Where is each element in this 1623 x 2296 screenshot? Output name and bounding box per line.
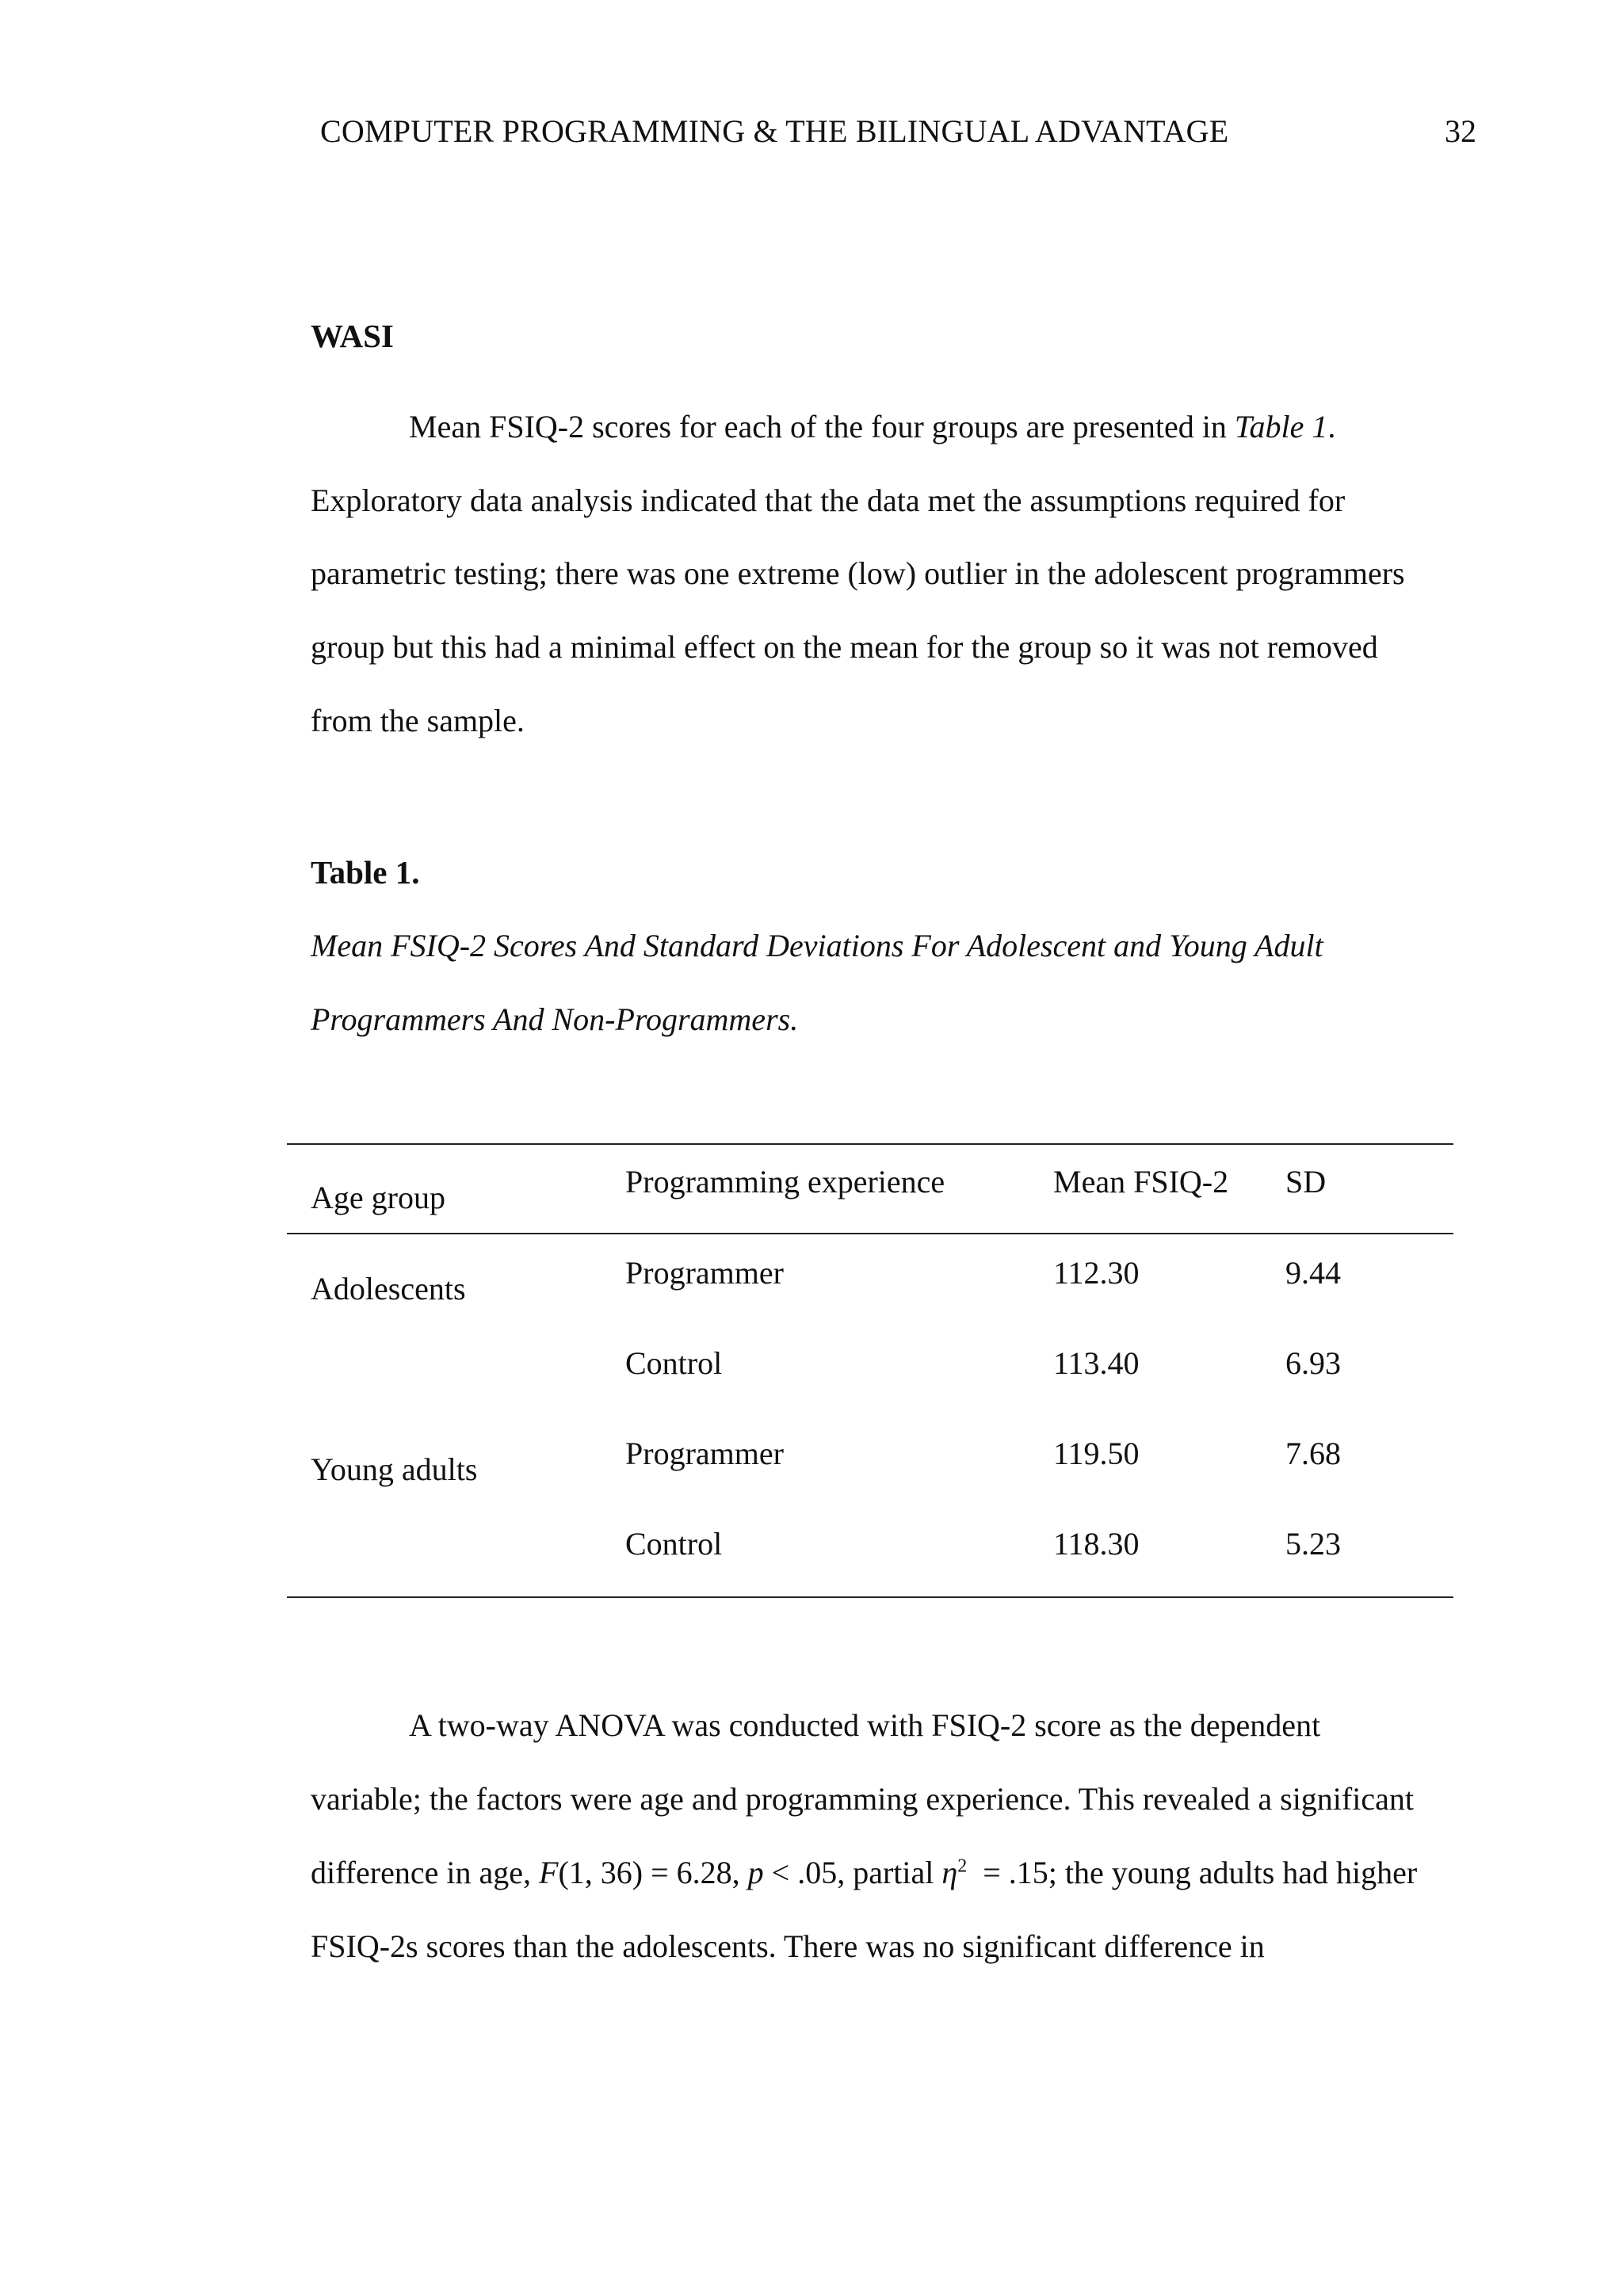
paragraph-line: A two-way ANOVA was conducted with FSIQ-2 score as the dependent — [409, 1707, 1321, 1743]
paragraph-line — [409, 408, 1335, 445]
header-programming-experience: Programming experience — [625, 1164, 945, 1199]
paragraph-line: variable; the factors were age and programming experience. This revealed a significant — [311, 1781, 1414, 1817]
table-cell-sd: 7.68 — [1285, 1436, 1341, 1471]
table-reference: Table 1 — [1234, 409, 1328, 444]
header-sd: SD — [1285, 1164, 1327, 1199]
stat-symbol-p: p — [747, 1855, 764, 1890]
header-age-group: Age group — [311, 1180, 445, 1215]
stat-symbol-eta: η — [941, 1855, 958, 1890]
table-cell-experience: Programmer — [625, 1436, 784, 1471]
page-number: 32 — [1445, 113, 1476, 149]
paragraph-line: Exploratory data analysis indicated that the data met the assumptions required for — [311, 482, 1346, 518]
table-label: Table 1. — [311, 854, 420, 891]
table-cell-mean: 118.30 — [1053, 1526, 1140, 1562]
paragraph-line: from the sample. — [311, 703, 525, 738]
stat-symbol-f: F — [539, 1855, 559, 1890]
table-cell-experience: Programmer — [625, 1255, 784, 1291]
table-cell-experience: Control — [625, 1526, 723, 1562]
text-run: difference in age, — [311, 1855, 539, 1890]
text-run: < .05, partial — [763, 1855, 942, 1890]
table-top-rule — [287, 1143, 1453, 1145]
table-cell-mean: 113.40 — [1053, 1345, 1140, 1381]
text-run: (1, 36) = 6.28, — [558, 1855, 748, 1890]
table-cell-sd: 9.44 — [1285, 1255, 1341, 1291]
paragraph-line: group but this had a minimal effect on the mean for the group so it was not removed — [311, 629, 1378, 665]
group-label: Adolescents — [311, 1271, 466, 1306]
text-run: Mean FSIQ-2 scores for each of the four groups are presented in — [409, 409, 1235, 444]
section-heading: WASI — [311, 318, 394, 354]
paragraph-line: parametric testing; there was one extreme (low) outlier in the adolescent programmers — [311, 555, 1405, 591]
text-run: = .15; the young adults had higher — [967, 1855, 1418, 1890]
paragraph-line: FSIQ-2s scores than the adolescents. There was no significant difference in — [311, 1928, 1265, 1964]
table-cell-sd: 6.93 — [1285, 1345, 1341, 1381]
paragraph-line — [311, 1854, 1417, 1891]
table-bottom-rule — [287, 1596, 1453, 1598]
group-label: Young adults — [311, 1451, 478, 1487]
table-cell-sd: 5.23 — [1285, 1526, 1341, 1562]
header-mean: Mean FSIQ-2 — [1053, 1164, 1229, 1199]
superscript: 2 — [957, 1855, 968, 1877]
table-cell-mean: 119.50 — [1053, 1436, 1140, 1471]
running-head: COMPUTER PROGRAMMING & THE BILINGUAL ADVANTAGE — [320, 113, 1229, 149]
table-header-rule — [287, 1233, 1453, 1234]
table-cell-experience: Control — [625, 1345, 723, 1381]
text-run: . — [1327, 409, 1336, 444]
table-caption-line: Mean FSIQ-2 Scores And Standard Deviations For Adolescent and Young Adult — [311, 928, 1323, 963]
table-cell-mean: 112.30 — [1053, 1255, 1140, 1291]
table-caption-line: Programmers And Non-Programmers. — [311, 1001, 799, 1037]
